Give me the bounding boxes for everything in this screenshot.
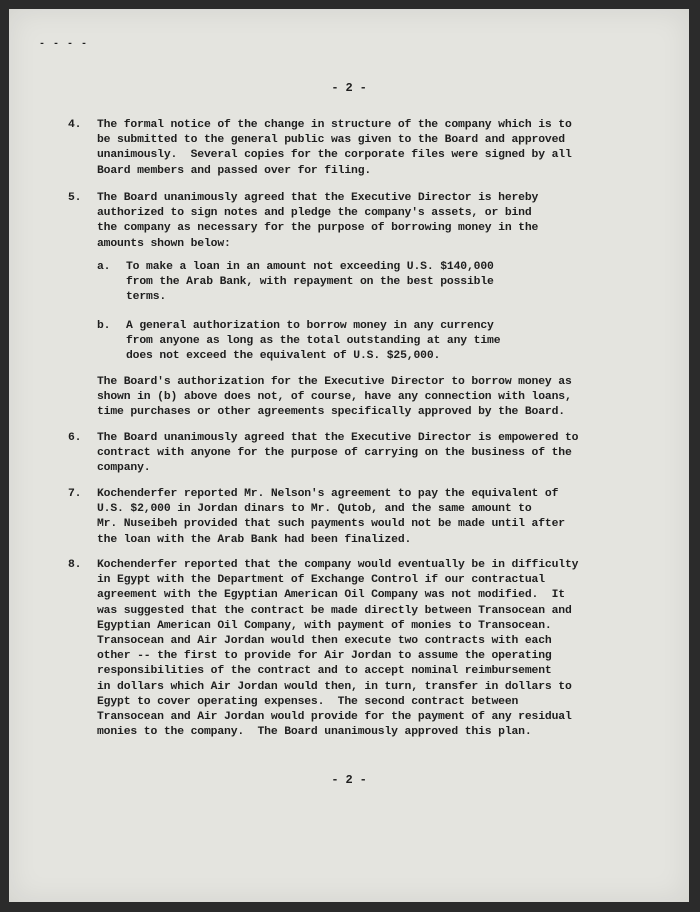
item-text: Kochenderfer reported Mr. Nelson's agreement to pay the equivalent of U.S. $2,000 in Jordan dinars to Mr. Qutob, and the same amount to Mr. Nuseibeh provided that such payments would not be made until after the loan with the Arab Bank had been finalized. [97,488,565,546]
item-number: 8. [68,559,82,571]
subitem-text: To make a loan in an amount not exceeding U.S. $140,000 from the Arab Bank, with repayment on the best possible terms. [126,261,494,304]
item-number: 6. [68,432,82,444]
footer-page-number: - 2 - [331,773,367,787]
item-number: 4. [68,119,82,131]
subitem-text: A general authorization to borrow money in any currency from anyone as long as the total outstanding at any time does not exceed the equivalent of U.S. $25,000. [126,320,501,363]
corner-mark: - - - - [39,39,89,50]
item-number: 7. [68,488,82,500]
item-text: Kochenderfer reported that the company would eventually be in difficulty in Egypt with the Department of Exchange Control if our contractual agreement with the Egyptian American Oil Company was not modified. It was suggested that the contract be made directly between Transocean and Egyptian American Oil Company, with payment of monies to Transocean. Transocean and Air Jordan would then execute two contracts with each other -- the first to provide for Air Jordan to assume the operating responsibilities of the contract and to accept nominal reimbursement in dollars which Air Jordan would then, in turn, transfer in dollars to Egypt to cover operating expenses. The second contract between Transocean and Air Jordan would provide for the payment of any residual monies to the company. The Board unanimously approved this plan. [97,559,579,739]
item-text: The Board unanimously agreed that the Executive Director is empowered to contract with anyone for the purpose of carrying on the business of the company. [97,432,579,475]
header-page-number: - 2 - [331,81,367,95]
document-page [9,9,689,902]
item-number: 5. [68,192,82,204]
subitem-letter: b. [97,320,111,332]
item-5-note: The Board's authorization for the Executive Director to borrow money as shown in (b) above does not, of course, have any connection with loans, time purchases or other agreements specifically approved by the Board. [97,376,572,419]
item-text: The Board unanimously agreed that the Executive Director is hereby authorized to sign notes and pledge the company's assets, or bind the company as necessary for the purpose of borrowing money in the amounts shown below: [97,192,539,250]
item-text: The formal notice of the change in structure of the company which is to be submitted to the general public was given to the Board and approved unanimously. Several copies for the corporate files were signed by all Board members and passed over for filing. [97,119,572,177]
subitem-letter: a. [97,261,111,273]
